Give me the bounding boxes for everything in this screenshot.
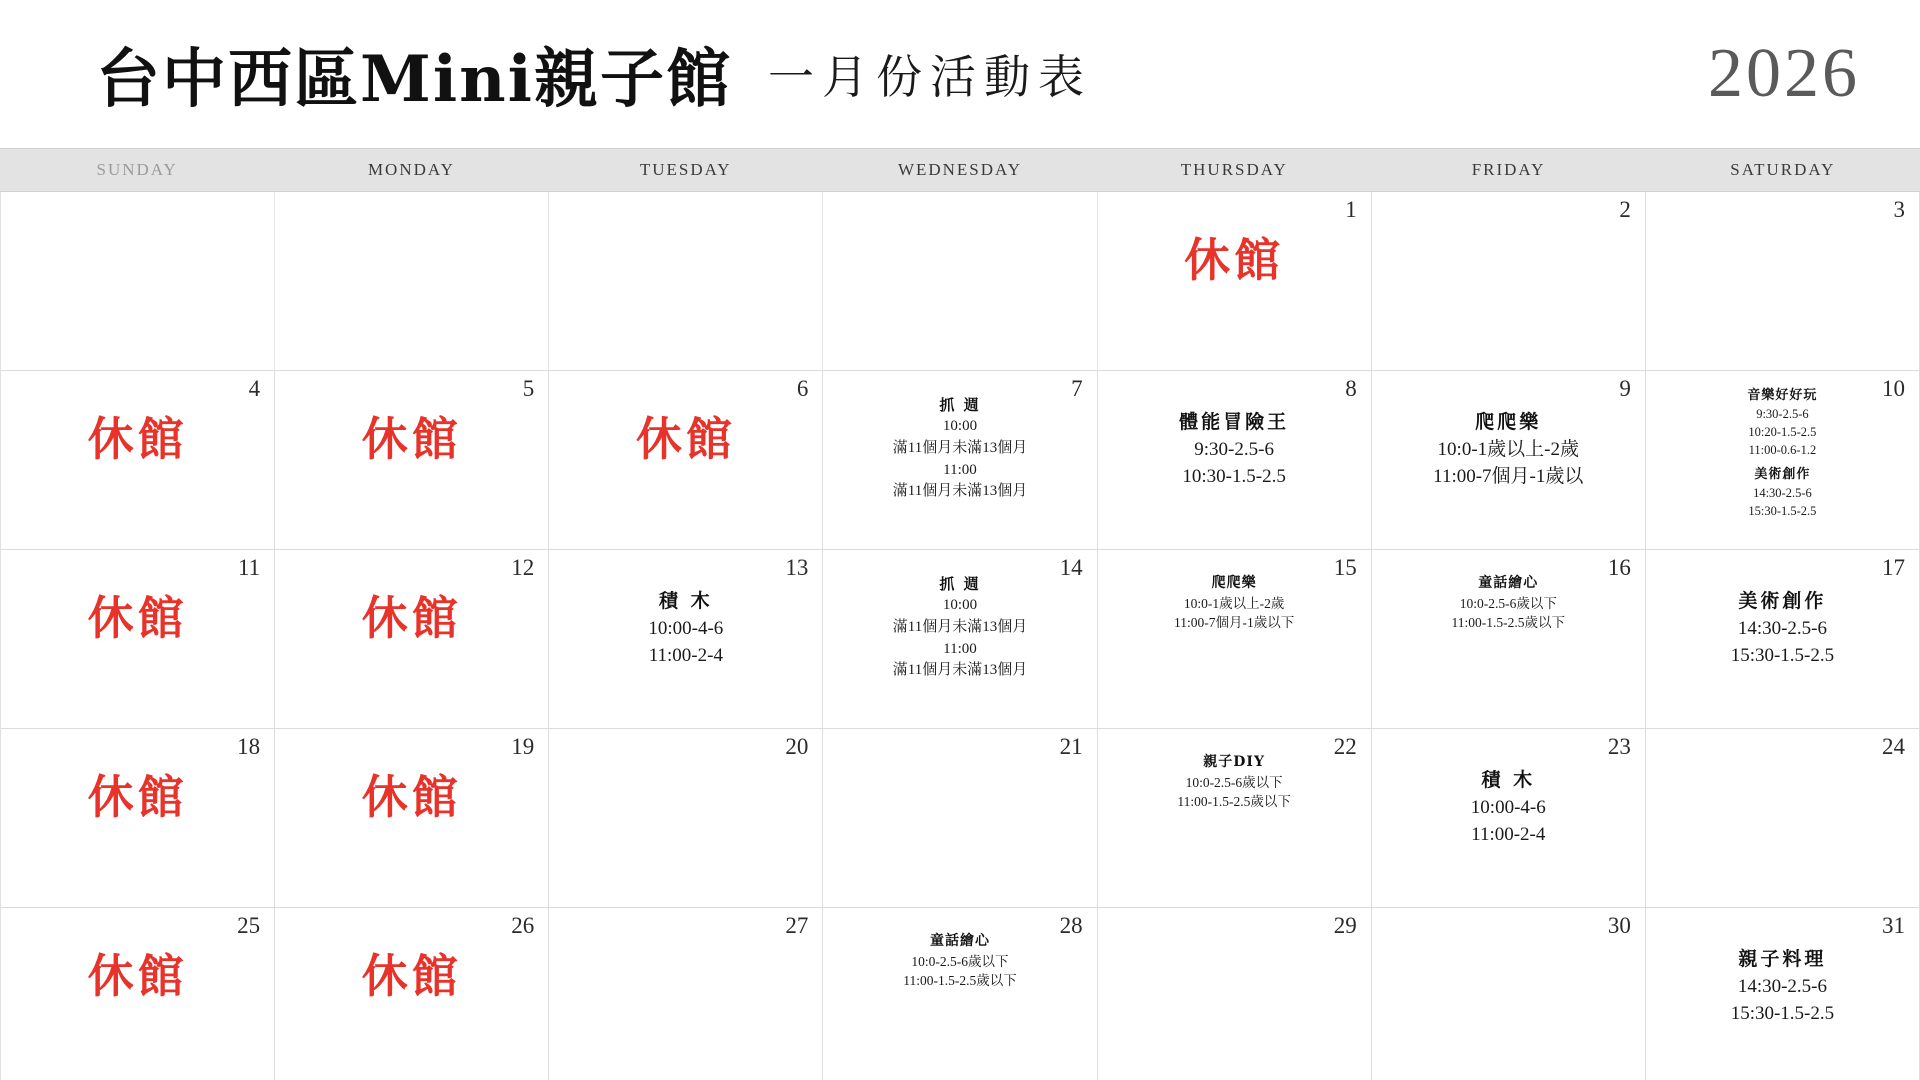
- day-number: 26: [511, 913, 535, 938]
- calendar-day-cell[interactable]: [275, 371, 549, 550]
- day-number: 3: [1893, 197, 1905, 222]
- day-events: [1658, 588, 1907, 670]
- event-detail-line: 11:00-1.5-2.5歲以下: [1177, 794, 1291, 810]
- day-number: 29: [1333, 913, 1357, 938]
- event-title: 美術創作: [1738, 590, 1827, 612]
- page-header: [0, 0, 1920, 148]
- day-number: 27: [785, 913, 809, 938]
- calendar-day-cell[interactable]: [1372, 550, 1646, 729]
- event-detail-line: 15:30-1.5-2.5: [1748, 503, 1817, 518]
- event-detail-line: 14:30-2.5-6: [1753, 485, 1812, 500]
- event-detail-line: 11:00-2-4: [648, 645, 723, 667]
- calendar-cell-empty[interactable]: [275, 192, 549, 371]
- calendar-day-cell[interactable]: [549, 908, 823, 1080]
- day-number: 8: [1345, 376, 1357, 401]
- event-item[interactable]: [1658, 588, 1907, 670]
- event-item[interactable]: [835, 395, 1084, 503]
- event-title: 抓 週: [939, 396, 981, 414]
- event-detail-line: 15:30-1.5-2.5: [1730, 645, 1835, 667]
- event-detail-line: 10:00-4-6: [648, 617, 724, 639]
- calendar-day-cell[interactable]: [549, 371, 823, 550]
- day-number: 22: [1333, 734, 1357, 759]
- calendar-day-cell[interactable]: [1098, 908, 1372, 1080]
- page-title: 台中西區Mini親子館: [96, 42, 732, 117]
- event-title: 爬爬樂: [1211, 575, 1257, 591]
- day-number: 24: [1881, 734, 1905, 759]
- day-number: 12: [511, 555, 535, 580]
- event-detail-line: 滿11個月未滿13個月: [892, 483, 1028, 500]
- day-number: 6: [796, 376, 809, 401]
- event-item[interactable]: [1110, 574, 1359, 633]
- calendar-day-cell[interactable]: [1372, 729, 1646, 908]
- closed-badge: 休館: [635, 412, 736, 466]
- calendar-day-cell[interactable]: [549, 550, 823, 729]
- day-number: 2: [1619, 197, 1631, 222]
- weekday-header-monday: MONDAY: [367, 160, 455, 179]
- event-detail-line: 9:30-2.5-6: [1194, 438, 1274, 460]
- closed-badge: 休館: [87, 949, 188, 1003]
- closed-badge: 休館: [361, 770, 462, 824]
- event-item[interactable]: [835, 932, 1084, 991]
- day-number: 30: [1607, 913, 1631, 938]
- calendar-day-cell[interactable]: [823, 908, 1097, 1080]
- day-number: 11: [237, 555, 261, 580]
- calendar-day-cell[interactable]: [1098, 550, 1372, 729]
- event-item[interactable]: [1110, 409, 1359, 491]
- event-detail-line: 11:00-7個月-1歲以下: [1174, 615, 1295, 631]
- event-detail-line: 滿11個月未滿13個月: [892, 618, 1028, 635]
- calendar-day-cell[interactable]: [1646, 192, 1920, 371]
- event-detail-line: 11:00-2-4: [1471, 824, 1546, 846]
- closed-badge: 休館: [361, 949, 462, 1003]
- day-events: [1110, 409, 1359, 491]
- event-detail-line: 11:00: [943, 640, 977, 657]
- event-title: 童話繪心: [929, 933, 990, 949]
- calendar-day-cell[interactable]: [1372, 192, 1646, 371]
- event-item[interactable]: [1110, 753, 1359, 812]
- event-detail-line: 10:30-1.5-2.5: [1182, 466, 1286, 488]
- day-number: 15: [1333, 555, 1357, 580]
- event-title: 童話繪心: [1478, 575, 1539, 591]
- event-item[interactable]: [1384, 767, 1633, 849]
- event-detail-line: 10:00: [942, 597, 978, 613]
- calendar-cell-empty[interactable]: [823, 192, 1097, 371]
- event-detail-line: 14:30-2.5-6: [1737, 617, 1827, 639]
- day-number: 5: [522, 376, 535, 401]
- event-detail-line: 11:00-1.5-2.5歲以下: [903, 973, 1017, 989]
- event-detail-line: 9:30-2.5-6: [1756, 407, 1809, 422]
- calendar-day-cell[interactable]: [823, 550, 1097, 729]
- weekday-header-wednesday: WEDNESDAY: [897, 160, 1023, 179]
- calendar-day-cell[interactable]: [1646, 729, 1920, 908]
- event-detail-line: 11:00-1.5-2.5歲以下: [1451, 615, 1566, 631]
- event-detail-line: 10:20-1.5-2.5: [1748, 425, 1817, 440]
- day-events: [1384, 574, 1633, 633]
- calendar-day-cell[interactable]: [1646, 550, 1920, 729]
- event-title: 體能冒險王: [1179, 411, 1290, 433]
- day-events: [1384, 409, 1633, 491]
- event-item[interactable]: [1384, 409, 1633, 491]
- day-number: 18: [237, 734, 261, 759]
- calendar-day-cell[interactable]: [1, 550, 275, 729]
- closed-badge: 休館: [87, 591, 188, 645]
- day-number: 23: [1607, 734, 1631, 759]
- calendar-day-cell[interactable]: [1, 908, 275, 1080]
- day-number: 9: [1619, 376, 1631, 401]
- weekday-header-tuesday: TUESDAY: [639, 160, 732, 179]
- calendar-day-cell[interactable]: [275, 908, 549, 1080]
- day-number: 16: [1607, 555, 1631, 580]
- calendar-cell-empty[interactable]: [1, 192, 275, 371]
- event-item[interactable]: [835, 574, 1084, 682]
- day-events: [1110, 574, 1359, 633]
- day-events: [835, 395, 1084, 503]
- day-events: [1658, 946, 1907, 1028]
- event-title: 音樂好好玩: [1747, 388, 1818, 403]
- event-item[interactable]: [561, 588, 810, 670]
- day-events: [835, 932, 1084, 991]
- calendar-day-cell[interactable]: [1646, 371, 1920, 550]
- event-title: 親子料理: [1738, 948, 1827, 970]
- event-detail-line: 14:30-2.5-6: [1737, 975, 1827, 997]
- closed-badge: 休館: [1184, 233, 1285, 287]
- weekday-header-saturday: SATURDAY: [1730, 160, 1836, 179]
- day-number: 1: [1345, 197, 1357, 222]
- day-number: 31: [1881, 913, 1905, 938]
- event-title: 抓 週: [939, 575, 981, 593]
- closed-badge: 休館: [87, 770, 188, 824]
- calendar-day-cell[interactable]: [1, 371, 275, 550]
- calendar-day-cell[interactable]: [1646, 908, 1920, 1080]
- calendar-day-cell[interactable]: [1098, 192, 1372, 371]
- event-title: 美術創作: [1754, 466, 1811, 482]
- day-number: 25: [237, 913, 261, 938]
- event-title: 爬爬樂: [1475, 411, 1542, 433]
- weekday-header-row: [0, 148, 1920, 192]
- calendar-day-cell[interactable]: [823, 729, 1097, 908]
- day-events: [561, 588, 810, 670]
- event-detail-line: 滿11個月未滿13個月: [892, 662, 1028, 679]
- event-detail-line: 10:0-1歲以上-2歲: [1183, 595, 1285, 611]
- event-detail-line: 10:0-2.5-6歲以下: [1459, 595, 1557, 611]
- event-detail-line: 11:00-0.6-1.2: [1748, 443, 1817, 458]
- weekday-header-friday: FRIDAY: [1471, 160, 1546, 179]
- event-item[interactable]: [1658, 387, 1907, 460]
- event-detail-line: 10:0-2.5-6歲以下: [1185, 774, 1283, 790]
- calendar-day-cell[interactable]: [823, 371, 1097, 550]
- event-detail-line: 10:00-4-6: [1470, 796, 1546, 818]
- closed-badge: 休館: [87, 412, 188, 466]
- calendar-day-cell[interactable]: [275, 550, 549, 729]
- calendar-day-cell[interactable]: [549, 729, 823, 908]
- calendar-cell-empty[interactable]: [549, 192, 823, 371]
- day-number: 10: [1881, 376, 1905, 401]
- day-number: 13: [785, 555, 809, 580]
- event-title: 積 木: [1481, 769, 1536, 791]
- day-number: 4: [248, 376, 261, 401]
- weekday-header-sunday: SUNDAY: [96, 160, 178, 179]
- event-detail-line: 10:00: [942, 418, 978, 434]
- day-number: 14: [1059, 555, 1083, 580]
- day-events: [1384, 767, 1633, 849]
- day-events: [835, 574, 1084, 682]
- calendar-day-cell[interactable]: [275, 729, 549, 908]
- event-title: 積 木: [659, 590, 713, 612]
- calendar-day-cell[interactable]: [1098, 371, 1372, 550]
- weekday-header-thursday: THURSDAY: [1180, 160, 1288, 179]
- day-events: [1110, 753, 1359, 812]
- closed-badge: 休館: [361, 591, 462, 645]
- calendar-grid: [0, 192, 1920, 1080]
- event-detail-line: 15:30-1.5-2.5: [1730, 1003, 1835, 1025]
- day-number: 28: [1059, 913, 1083, 938]
- event-detail-line: 10:0-1歲以上-2歲: [1437, 438, 1579, 460]
- event-title: 親子DIY: [1203, 754, 1265, 770]
- event-item[interactable]: [1658, 466, 1907, 520]
- day-number: 17: [1881, 555, 1905, 580]
- calendar-day-cell[interactable]: [1372, 371, 1646, 550]
- event-item[interactable]: [1658, 946, 1907, 1028]
- day-number: 21: [1059, 734, 1083, 759]
- event-item[interactable]: [1384, 574, 1633, 633]
- calendar-day-cell[interactable]: [1, 729, 275, 908]
- event-detail-line: 11:00: [943, 461, 977, 478]
- page-subtitle: 一月份活動表: [768, 50, 1092, 104]
- day-number: 19: [511, 734, 535, 759]
- day-events: [1658, 387, 1907, 520]
- year-label: 2026: [1708, 35, 1860, 112]
- event-detail-line: 10:0-2.5-6歲以下: [911, 953, 1009, 969]
- event-detail-line: 滿11個月未滿13個月: [892, 439, 1028, 456]
- event-detail-line: 11:00-7個月-1歲以: [1433, 466, 1584, 488]
- day-number: 7: [1071, 376, 1083, 401]
- calendar-day-cell[interactable]: [1372, 908, 1646, 1080]
- calendar-day-cell[interactable]: [1098, 729, 1372, 908]
- closed-badge: 休館: [361, 412, 462, 466]
- day-number: 20: [785, 734, 809, 759]
